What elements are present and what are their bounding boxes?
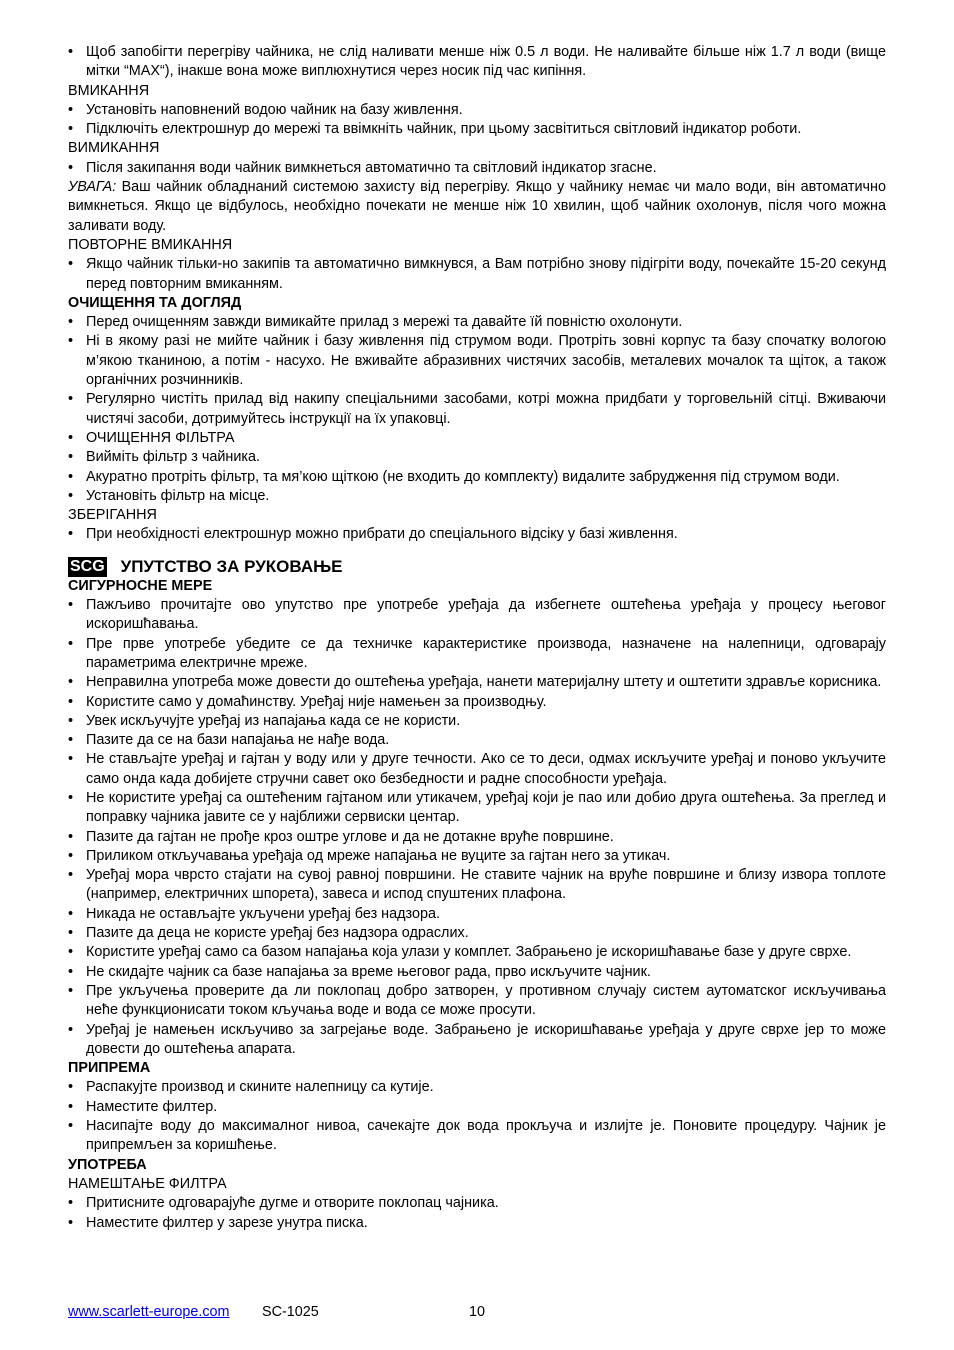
paragraph: ВМИКАННЯ: [68, 82, 150, 99]
list-item: • Наместите филтер у зарезе унутра писка.: [68, 1214, 886, 1233]
section-heading: УПОТРЕБА: [68, 1156, 147, 1173]
model-number: SC-1025: [262, 1304, 319, 1320]
list-item: • Пре укључења проверите да ли поклопац добро затворен, у противном случају систем аутоматског искључивања неће функционисати током кључања воде и вода се може просути.: [68, 982, 886, 1021]
list-item: • Увек искључујте уређај из напајања када се не користи.: [68, 712, 886, 731]
list-item: • Пазите да се на бази напајања не нађе вода.: [68, 731, 886, 750]
paragraph: НАМЕШТАЊЕ ФИЛТРА: [68, 1175, 227, 1192]
list-item: • Пазите да гајтан не прође кроз оштре углове и да не дотакне вруће површине.: [68, 828, 886, 847]
list-item: • Користите уређај само са базом напајања која улази у комплет. Забрањено је искоришћавање базе у друге сврхе.: [68, 943, 886, 962]
section-heading: СИГУРНОСНЕ МЕРЕ: [68, 577, 213, 594]
website-link[interactable]: www.scarlett-europe.com: [68, 1304, 230, 1320]
list-item: • Пазите да деца не користе уређај без надзора одраслих.: [68, 924, 886, 943]
list-item: • Уређај је намењен искључиво за загрејање воде. Забрањено је искоришћавање уређаја у друге сврхе јер то може довести до оштећења апарата.: [68, 1021, 886, 1060]
language-section-title: [68, 557, 886, 577]
list-item: • Уређај мора чврсто стајати на сувој равној површини. Не ставите чајник на вруће површине и близу извора топлоте (например, електричних шпорета), завеса и испод спуштених плафона.: [68, 866, 886, 905]
section-heading: ОЧИЩЕННЯ ТА ДОГЛЯД: [68, 294, 242, 311]
list-item: • Перед очищенням завжди вимикайте прилад з мережі та давайте їй повністю охолонути.: [68, 313, 886, 332]
list-item: • Распакујте производ и скините налепницу са кутије.: [68, 1078, 886, 1097]
list-item: • Користите само у домаћинству. Уређај није намењен за производњу.: [68, 693, 886, 712]
list-item: • Акуратно протріть фільтр, та мя’кою щіткою (не входить до комплекту) видалите забрудження під струмом води.: [68, 468, 886, 487]
list-item: • Вийміть фільтр з чайника.: [68, 448, 886, 467]
list-item: • Якщо чайник тільки-но закипів та автоматично вимкнувся, а Вам потрібно знову підігріти воду, почекайте 15-20 секунд перед повторним вмиканням.: [68, 255, 886, 294]
list-item: • Після закипання води чайник вимкнеться автоматично та світловий індикатор згасне.: [68, 159, 886, 178]
list-item: • Підключіть електрошнур до мережі та ввімкніть чайник, при цьому засвітиться світловий індикатор роботи.: [68, 120, 886, 139]
language-badge: SCG: [70, 557, 105, 575]
list-item: • Регулярно чистіть прилад від накипу спеціальними засобами, котрі можна придбати у торговельній сітці. Вживаючи чистячі засоби, дотримуйтесь інструкції на їх упаковці.: [68, 390, 886, 429]
warning-text: Ваш чайник обладнаний системою захисту від перегріву. Якщо у чайнику немає чи мало води, він автоматично вимкнеться. Якщо це відбулось, необхідно почекати не менше ніж 10 хвилин, щоб чайник охолонув, після чого можна заливати воду.: [68, 179, 886, 234]
list-item: • Щоб запобігти перегріву чайника, не слід наливати менше ніж 0.5 л води. Не наливайте більше ніж 1.7 л води (вище мітки “MAX“), інакше вона може виплюхнутися через носик під час кипіння.: [68, 43, 886, 82]
page-number: 10: [469, 1304, 486, 1320]
list-item: • Наместите филтер.: [68, 1098, 886, 1117]
list-item: • Неправилна употреба може довести до оштећења уређаја, нанети материјалну штету и оштетити здравље корисника.: [68, 673, 886, 692]
list-item: • Никада не остављајте укључени уређај без надзора.: [68, 905, 886, 924]
list-item: • Не стављајте уређај и гајтан у воду или у друге течности. Ако се то деси, одмах искључите уређај и поново укључите само онда када добијете стручни савет око безбедности и радне способности уређаја.: [68, 750, 886, 789]
list-item: • Насипајте воду до максималног нивоа, сачекајте док вода прокључа и излијте је. Поновите процедуру. Чајник је припремљен за коришћење.: [68, 1117, 886, 1156]
paragraph: [68, 178, 886, 236]
list-item: • Приликом откључавања уређаја од мреже напајања не вуците за гајтан него за утикач.: [68, 847, 886, 866]
list-item: • Пажљиво прочитајте ово упутство пре употребе уређаја да избегнете оштећења уређаја у процесу његовог искоришћавања.: [68, 596, 886, 635]
page-footer: [68, 1303, 486, 1322]
list-item: • При необхідності електрошнур можно прибрати до спеціального відсіку у базі живлення.: [68, 525, 886, 544]
list-item: • Притисните одговарајуће дугме и отворите поклопац чајника.: [68, 1194, 886, 1213]
warning-label: УВАГА:: [68, 179, 117, 196]
list-item: • Не скидајте чајник са базе напајања за време његовог рада, прво искључите чајник.: [68, 963, 886, 982]
paragraph: ЗБЕРІГАННЯ: [68, 507, 157, 524]
list-item: • Не користите уређај са оштећеним гајтаном или утикачем, уређај који је пао или добио друга оштећења. За преглед и поправку чајника јавите се у најближи сервиски центар.: [68, 789, 886, 828]
paragraph: ПОВТОРНЕ ВМИКАННЯ: [68, 236, 233, 253]
list-item: • Установіть фільтр на місце.: [68, 487, 886, 506]
list-item: • Пре прве употребе убедите се да техничке карактеристике производа, назначене на налепници, одговарају параметрима електричне мреже.: [68, 635, 886, 674]
list-item: • Ні в якому разі не мийте чайник і базу живлення під струмом води. Протріть зовні корпус та базу спочатку вологою м’якою тканиною, а потім - насухо. Не вживайте абразивних чистячих засобів, металевих мочалок та щіток, а також органічних розчинників.: [68, 332, 886, 390]
paragraph: ВИМИКАННЯ: [68, 140, 160, 157]
list-item: • Установіть наповнений водою чайник на базу живлення.: [68, 101, 886, 120]
section-title: УПУТСТВО ЗА РУКОВАЊЕ: [120, 556, 343, 576]
document-body: [68, 43, 886, 1233]
section-heading: ПРИПРЕМА: [68, 1060, 151, 1077]
list-item: • ОЧИЩЕННЯ ФІЛЬТРА: [68, 429, 886, 448]
